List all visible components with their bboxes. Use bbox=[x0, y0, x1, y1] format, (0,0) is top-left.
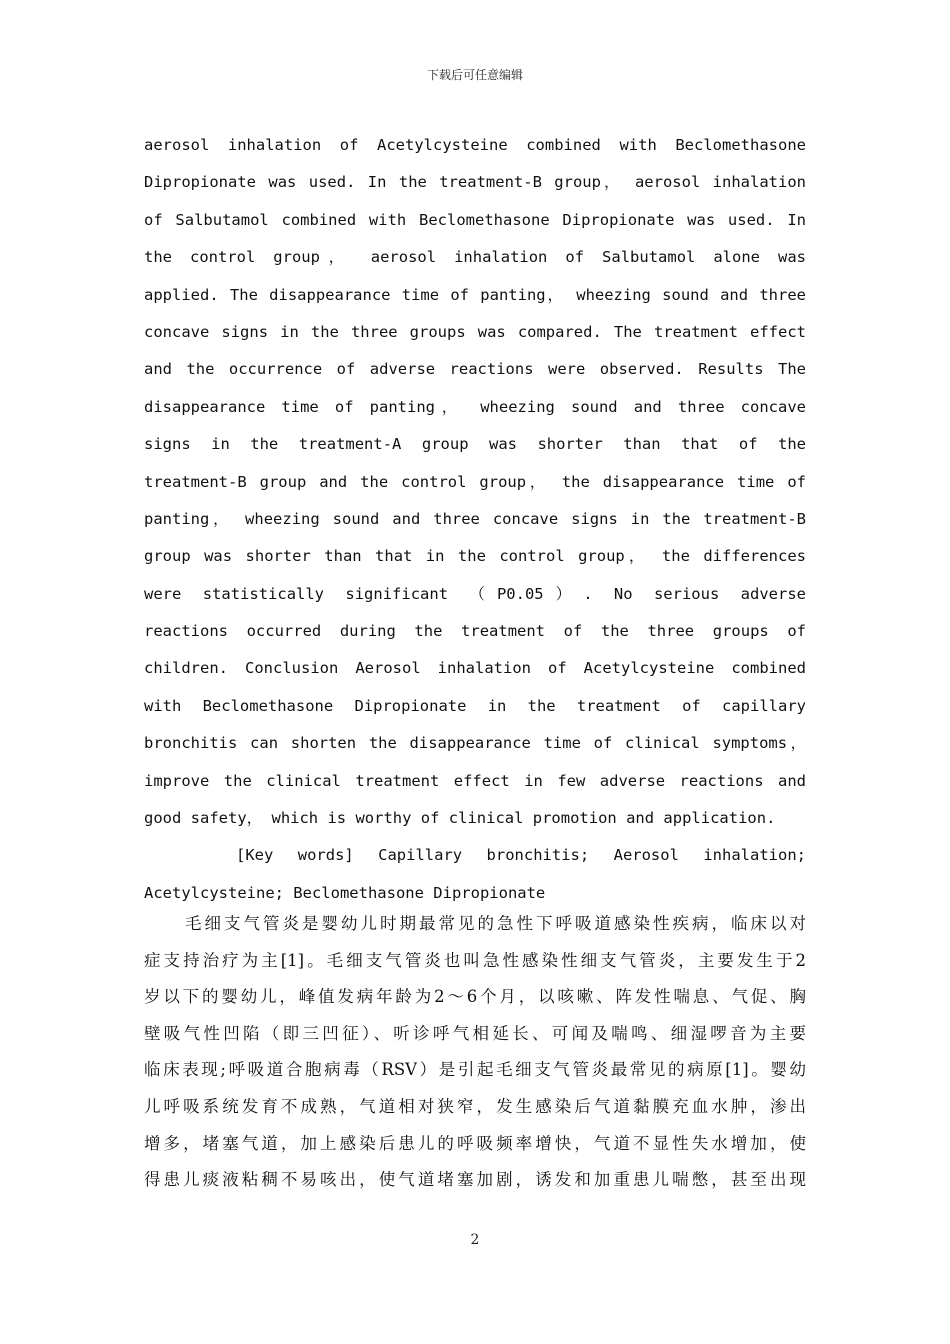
body-line: 毛细支气管炎是婴幼儿时期最常见的急性下呼吸道感染性疾病，临床以对 bbox=[185, 914, 806, 933]
abstract-line: aerosol inhalation of Acetylcysteine combined with Beclomethasone bbox=[144, 136, 806, 154]
body-line: 儿呼吸系统发育不成熟，气道相对狭窄，发生感染后气道黏膜充血水肿，渗出 bbox=[144, 1096, 806, 1116]
page-header: 下载后可任意编辑 bbox=[426, 68, 523, 82]
body-line: 症支持治疗为主[1]。毛细支气管炎也叫急性感染性细支气管炎，主要发生于2 bbox=[144, 950, 806, 970]
keywords-line: [Key words] Capillary bronchitis; Aerosol inhalation; bbox=[236, 846, 806, 865]
abstract-line: Dipropionate was used. In the treatment-B group， aerosol inhalation bbox=[144, 173, 806, 192]
abstract-line: group was shorter than that in the control group， the differences bbox=[144, 547, 806, 566]
abstract-line: of Salbutamol combined with Beclomethasone Dipropionate was used. In bbox=[144, 210, 806, 229]
abstract-line: with Beclomethasone Dipropionate in the treatment of capillary bbox=[144, 696, 806, 715]
keywords-line: Acetylcysteine; Beclomethasone Dipropionate bbox=[144, 883, 546, 902]
body-line: 得患儿痰液粘稠不易咳出，使气道堵塞加剧，诱发和加重患儿喘憋，甚至出现 bbox=[144, 1170, 806, 1190]
abstract-line: good safety， which is worthy of clinical promotion and application. bbox=[144, 809, 776, 828]
abstract-line: disappearance time of panting， wheezing sound and three concave bbox=[144, 397, 806, 416]
body-line: 临床表现;呼吸道合胞病毒（RSV）是引起毛细支气管炎最常见的病原[1]。婴幼 bbox=[144, 1060, 806, 1080]
abstract-line: applied. The disappearance time of panting， wheezing sound and three bbox=[144, 285, 806, 304]
abstract-line: the control group， aerosol inhalation of Salbutamol alone was bbox=[144, 248, 806, 267]
abstract-line: bronchitis can shorten the disappearance time of clinical symptoms， bbox=[144, 734, 806, 753]
abstract-line: improve the clinical treatment effect in few adverse reactions and bbox=[144, 771, 806, 790]
body-line: 岁以下的婴幼儿，峰值发病年龄为2～6个月，以咳嗽、阵发性喘息、气促、胸 bbox=[144, 987, 806, 1007]
abstract-line: panting， wheezing sound and three concave signs in the treatment-B bbox=[144, 509, 806, 528]
abstract-line: signs in the treatment-A group was shorter than that of the bbox=[144, 435, 806, 454]
abstract-line: concave signs in the three groups was compared. The treatment effect bbox=[144, 322, 806, 341]
abstract-line: and the occurrence of adverse reactions were observed. Results The bbox=[144, 360, 806, 379]
abstract-text bbox=[144, 127, 806, 912]
body-paragraph bbox=[144, 906, 806, 1199]
abstract-line: treatment-B group and the control group， the disappearance time of bbox=[144, 472, 806, 491]
body-line: 增多，堵塞气道，加上感染后患儿的呼吸频率增快，气道不显性失水增加，使 bbox=[144, 1133, 806, 1153]
abstract-line: were statistically significant （P0.05）. No serious adverse bbox=[144, 584, 806, 603]
body-line: 壁吸气性凹陷（即三凹征）、听诊呼气相延长、可闻及喘鸣、细湿啰音为主要 bbox=[144, 1023, 806, 1043]
abstract-line: children. Conclusion Aerosol inhalation of Acetylcysteine combined bbox=[144, 659, 806, 678]
abstract-line: reactions occurred during the treatment of the three groups of bbox=[144, 622, 806, 641]
page-number: 2 bbox=[470, 1232, 480, 1248]
